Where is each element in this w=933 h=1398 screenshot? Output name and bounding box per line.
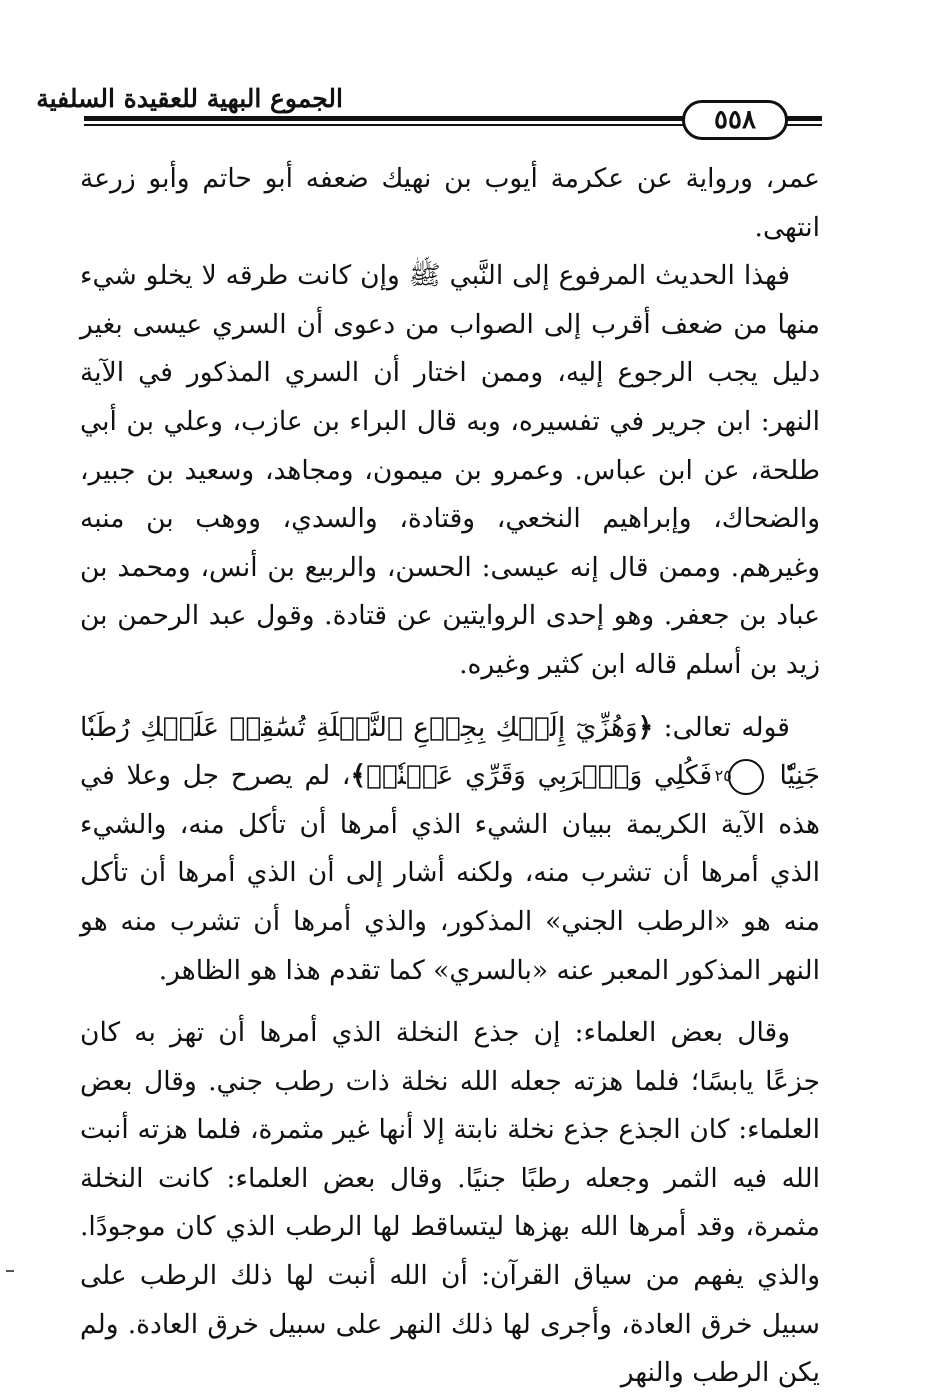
quran-open-bracket: ﴿: [637, 711, 654, 743]
ayah-number-marker: ٢٥: [728, 759, 764, 795]
running-header-title: الجموع البهية للعقيدة السلفية: [36, 84, 343, 113]
paragraph-spacer: [80, 690, 820, 704]
quran-close-bracket: ﴾: [350, 760, 367, 792]
paragraph-2: فهذا الحديث المرفوع إلى النَّبي ﷺ وإن كانت طرقه لا يخلو شيء منها من ضعف أقرب إلى الصواب من دعوى أن السري عيسى بغير دليل يجب الرجوع إليه، وممن اختار أن السري المذكور في الآية النهر: ابن جرير في تفسيره، وبه قال البراء بن عازب، وعلي بن أبي طلحة، عن ابن عباس. وعمرو بن ميمون، ومجاهد، وسعيد بن جبير، والضحاك، وإبراهيم النخعي، وقتادة، والسدي، ووهب بن منبه وغيرهم. وممن قال إنه عيسى: الحسن، والربيع بن أنس، ومحمد بن عباد بن جعفر. وهو إحدى الروايتين عن قتادة. وقول عبد الرحمن بن زيد بن أسلم قاله ابن كثير وغيره.: [80, 260, 820, 680]
quran-verse-part-2: فَكُلِي وَٱشۡرَبِي وَقَرِّي عَيۡنٗاۖ: [366, 760, 713, 792]
paragraph-1: عمر، ورواية عن عكرمة أيوب بن نهيك ضعفه أبو حاتم وأبو زرعة انتهى.: [80, 163, 820, 243]
page-number-badge: [682, 100, 788, 140]
paragraph-spacer: [80, 995, 820, 1009]
margin-mark: [6, 1270, 14, 1272]
page-body: [80, 155, 820, 1398]
quran-verse-part-1: وَهُزِّيٓ إِلَيۡكِ بِجِذۡعِ ٱلنَّخۡلَةِ تُسَٰقِطۡ عَلَيۡكِ رُطَبٗا جَنِيّٗا: [80, 711, 820, 792]
quran-intro: قوله تعالى:: [663, 711, 790, 743]
page-number: ٥٥٨: [714, 105, 756, 135]
paragraph-4: وقال بعض العلماء: إن جذع النخلة الذي أمرها أن تهز به كان جزعًا يابسًا؛ فلما هزته جعله الله نخلة ذات رطب جني. وقال بعض العلماء: كان الجذع جذع نخلة نابتة إلا أنها غير مثمرة، فلما هزته أنبت الله فيه الثمر وجعله رطبًا جنيًا. وقال بعض العلماء: كانت النخلة مثمرة، وقد أمرها الله بهزها ليتساقط لها الرطب الذي كان موجودًا. والذي يفهم من سياق القرآن: أن الله أنبت لها ذلك الرطب على سبيل خرق العادة، وأجرى لها ذلك النهر على سبيل خرق العادة. ولم يكن الرطب والنهر: [80, 1017, 820, 1389]
quran-commentary: ، لم يصرح جل وعلا في هذه الآية الكريمة ببيان الشيء الذي أمرها أن تأكل منه، والشيء الذي أمرها أن تشرب منه، ولكنه أشار إلى أن الذي أمرها أن تأكل منه هو «الرطب الجني» المذكور، والذي أمرها أن تشرب منه هو النهر المذكور المعبر عنه «بالسري» كما تقدم هذا هو الظاهر.: [80, 760, 820, 986]
quran-paragraph: [80, 704, 820, 996]
